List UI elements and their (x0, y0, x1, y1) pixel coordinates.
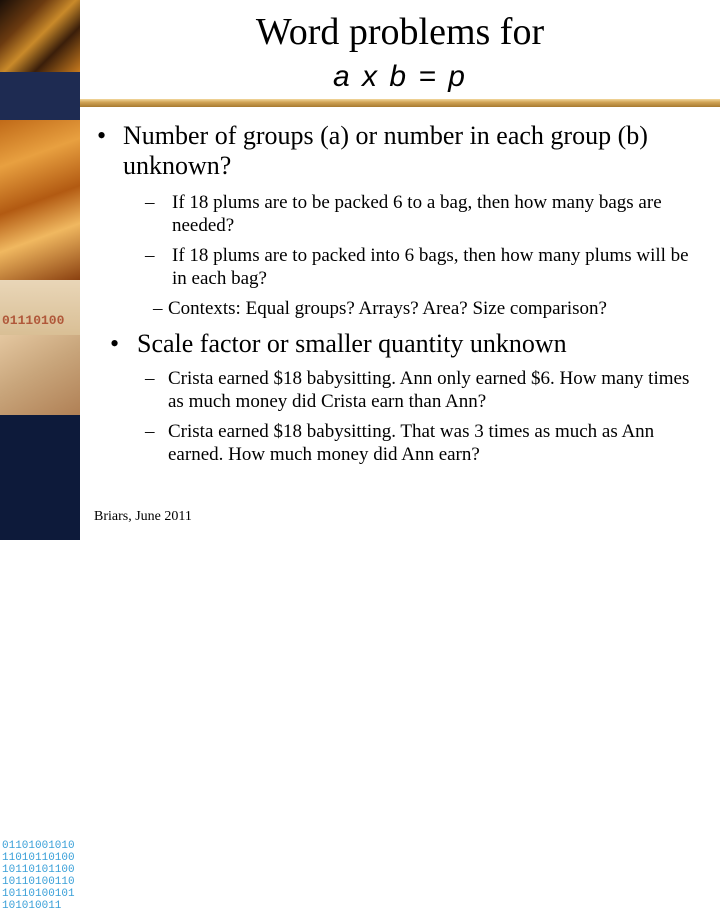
logo-tile (0, 72, 80, 120)
sub-bullet-marker: – (145, 421, 155, 442)
sub-bullet-marker: – (153, 298, 163, 319)
slide-footer: Briars, June 2011 (94, 509, 192, 524)
bullet-marker: • (97, 121, 107, 150)
sub-bullet-marker: – (145, 245, 155, 266)
decorative-tile (0, 415, 80, 912)
sub-bullet-text: Crista earned $18 babysitting. Ann only earned $6. How many times as much money did Crista earn than Ann? (168, 368, 690, 412)
slide-equation: a x b = p (333, 60, 467, 93)
decorative-image-strip (0, 0, 80, 912)
decorative-tile (0, 335, 80, 415)
slide-title: Word problems for (255, 11, 545, 53)
sub-bullet-text: Contexts: Equal groups? Arrays? Area? Size comparison? (168, 298, 607, 319)
decorative-tile (0, 0, 80, 72)
sub-bullet-marker: – (145, 368, 155, 389)
sub-bullet-text: If 18 plums are to be packed 6 to a bag, then how many bags are needed? (172, 192, 662, 236)
decorative-tile (0, 120, 80, 280)
title-divider (80, 99, 720, 107)
sub-bullet-marker: – (145, 192, 155, 213)
bullet-marker: • (110, 329, 120, 358)
sub-bullet-text: If 18 plums are to packed into 6 bags, then how many plums will be in each bag? (172, 245, 689, 289)
sub-bullet-text: Crista earned $18 babysitting. That was 3 times as much as Ann earned. How much money did Ann earn? (168, 421, 655, 465)
binary-text-decor: 01110100 (2, 313, 65, 328)
binary-digits-decor: 0110100101011010110100101101011001011010011010110100101101010011 (2, 840, 75, 912)
bullet-text: Number of groups (a) or number in each group (b) unknown? (123, 121, 648, 180)
bullet-text: Scale factor or smaller quantity unknown (137, 329, 567, 358)
